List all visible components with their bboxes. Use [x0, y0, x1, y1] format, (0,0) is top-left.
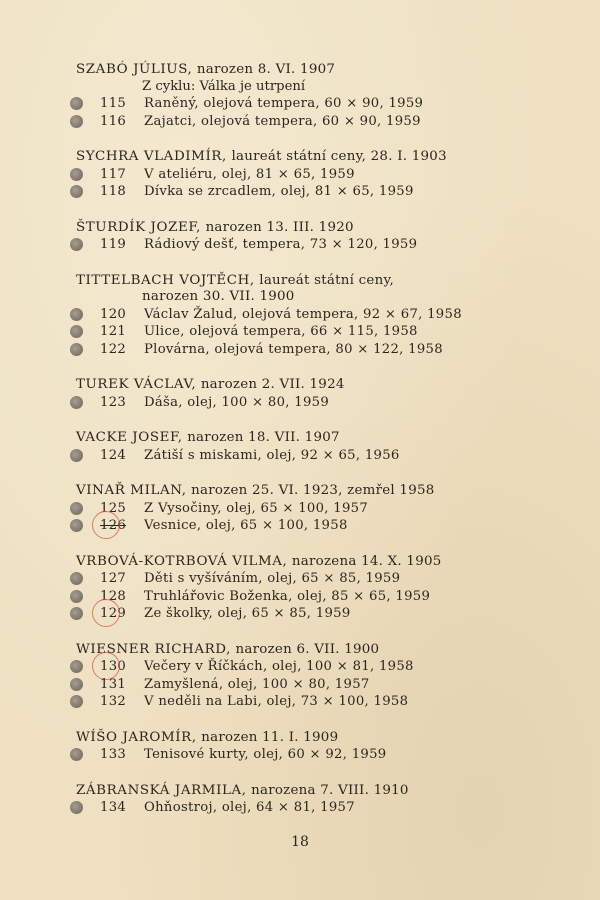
artwork-entry [76, 166, 506, 184]
artist-entry [76, 430, 506, 464]
catalog-number: 123 [100, 394, 127, 410]
artwork-description: Václav Žalud, olejová tempera, 92 × 67, 1958 [144, 306, 462, 322]
stamp-dot-icon [70, 185, 83, 198]
artwork-entry [76, 113, 506, 131]
artwork-description: Rádiový dešť, tempera, 73 × 120, 1959 [144, 237, 418, 252]
stamp-dot-icon [70, 308, 83, 321]
catalog-number: 131 [100, 676, 127, 692]
artwork-description: V ateliéru, olej, 81 × 65, 1959 [144, 166, 355, 182]
stamp-dot-icon [70, 168, 83, 181]
artwork-entry [76, 183, 506, 201]
catalog-number: 124 [100, 447, 127, 463]
artwork-entry [76, 323, 506, 341]
artist-heading [76, 730, 506, 747]
stamp-dot-icon [70, 115, 83, 128]
artwork-entry [76, 658, 506, 676]
artwork-description: Zajatci, olejová tempera, 60 × 90, 1959 [144, 113, 421, 129]
stamp-dot-icon [70, 660, 83, 673]
artist-entry [76, 783, 506, 817]
artist-heading [76, 483, 506, 500]
artist-info: narozen 25. VI. 1923, zemřel 1958 [191, 483, 435, 498]
catalog-number: 120 [100, 306, 127, 322]
artwork-entry [76, 447, 506, 465]
artist-entry [76, 149, 506, 201]
artist-heading [76, 273, 506, 306]
artist-info: laureát státní ceny, 28. I. 1903 [231, 149, 447, 164]
catalog-number: 122 [100, 341, 127, 357]
artist-info: narozen 18. VII. 1907 [187, 430, 340, 445]
artist-info: laureát státní ceny, [259, 272, 394, 288]
artwork-entry [76, 236, 506, 254]
cycle-title: Z cyklu: Válka je utrpení [142, 78, 306, 94]
artwork-entry [76, 676, 506, 694]
artwork-entry [76, 306, 506, 324]
artist-entry [76, 62, 506, 130]
artwork-description: Raněný, olejová tempera, 60 × 90, 1959 [144, 96, 424, 111]
artist-name: TITTELBACH VOJTĚCH, [76, 272, 255, 288]
artwork-description: Z Vysočiny, olej, 65 × 100, 1957 [144, 500, 369, 516]
artist-heading [76, 149, 506, 166]
artwork-description: Truhlářovic Boženka, olej, 85 × 65, 1959 [144, 588, 431, 604]
stamp-dot-icon [70, 590, 83, 603]
stamp-dot-icon [70, 502, 83, 515]
artist-name: SZABÓ JÚLIUS, [76, 62, 193, 77]
artist-entry [76, 483, 506, 535]
artwork-description: Ze školky, olej, 65 × 85, 1959 [144, 606, 351, 621]
artist-info: narozena 14. X. 1905 [291, 553, 442, 569]
artist-name: SYCHRA VLADIMÍR, [76, 149, 227, 164]
artist-name: VINAŘ MILAN, [76, 483, 187, 498]
artist-info: narozen 8. VI. 1907 [196, 62, 336, 77]
artwork-entry [76, 799, 506, 817]
stamp-dot-icon [70, 325, 83, 338]
artist-info: narozena 7. VIII. 1910 [251, 782, 409, 798]
catalog-number: 129 [100, 606, 127, 621]
artist-heading [76, 783, 506, 800]
artist-name: TUREK VÁCLAV, [76, 377, 197, 392]
artist-entry [76, 642, 506, 711]
artist-entry [76, 554, 506, 623]
artwork-description: Vesnice, olej, 65 × 100, 1958 [144, 518, 348, 533]
stamp-dot-icon [70, 801, 83, 814]
catalog-number: 130 [100, 659, 127, 674]
artist-name: WÍŠO JAROMÍR, [76, 729, 197, 745]
red-circle-annotation [92, 599, 120, 627]
catalog-number: 126 [100, 518, 127, 533]
artwork-description: V neděli na Labi, olej, 73 × 100, 1958 [144, 694, 409, 709]
artwork-description: Zamyšlená, olej, 100 × 80, 1957 [144, 676, 370, 692]
artwork-description: Děti s vyšíváním, olej, 65 × 85, 1959 [144, 571, 401, 586]
artist-name: WIESNER RICHARD, [76, 641, 231, 657]
stamp-dot-icon [70, 449, 83, 462]
catalog-number: 125 [100, 500, 127, 516]
catalog-number: 133 [100, 747, 127, 762]
catalog-number: 118 [100, 184, 127, 199]
artist-entry [76, 730, 506, 764]
artwork-entry [76, 588, 506, 606]
artist-name: ŠTURDÍK JOZEF, [76, 219, 202, 235]
red-circle-annotation [92, 511, 120, 539]
catalog-number: 119 [100, 237, 127, 252]
artwork-entry [76, 693, 506, 711]
stamp-dot-icon [70, 396, 83, 409]
catalog-number: 116 [100, 113, 127, 129]
catalog-number: 128 [100, 588, 127, 604]
catalog-number: 117 [100, 166, 127, 182]
artist-info: narozen 11. I. 1909 [201, 729, 339, 745]
artist-name: VRBOVÁ-KOTRBOVÁ VILMA, [76, 553, 288, 569]
stamp-dot-icon [70, 238, 83, 251]
artist-name: VACKE JOSEF, [76, 430, 183, 445]
artist-heading [76, 377, 506, 394]
catalog-number: 127 [100, 571, 127, 586]
artist-list [76, 62, 506, 836]
artist-name: ZÁBRANSKÁ JARMILA, [76, 782, 247, 798]
artwork-entry [76, 605, 506, 623]
artwork-description: Tenisové kurty, olej, 60 × 92, 1959 [144, 747, 387, 762]
stamp-dot-icon [70, 695, 83, 708]
catalog-number: 115 [100, 96, 127, 111]
artwork-description: Dáša, olej, 100 × 80, 1959 [144, 394, 330, 410]
artwork-description: Ohňostroj, olej, 64 × 81, 1957 [144, 800, 355, 815]
artist-entry [76, 220, 506, 254]
artwork-entry [76, 517, 506, 535]
stamp-dot-icon [70, 343, 83, 356]
artwork-description: Večery v Říčkách, olej, 100 × 81, 1958 [144, 659, 414, 674]
catalog-number: 134 [100, 800, 127, 815]
artist-heading [76, 642, 506, 659]
stamp-dot-icon [70, 607, 83, 620]
artwork-description: Plovárna, olejová tempera, 80 × 122, 1958 [144, 341, 443, 357]
artist-info: narozen 6. VII. 1900 [235, 641, 380, 657]
artwork-entry [76, 746, 506, 764]
artwork-entry [76, 570, 506, 588]
artist-heading [76, 554, 506, 571]
artwork-entry [76, 500, 506, 518]
artist-heading [76, 430, 506, 447]
page-number: 18 [291, 834, 309, 850]
artwork-entry [76, 394, 506, 412]
artwork-entry [76, 341, 506, 359]
artwork-description: Ulice, olejová tempera, 66 × 115, 1958 [144, 324, 418, 339]
artwork-description: Zátiší s miskami, olej, 92 × 65, 1956 [144, 447, 400, 463]
stamp-dot-icon [70, 748, 83, 761]
stamp-dot-icon [70, 519, 83, 532]
artist-info: narozen 2. VII. 1924 [200, 377, 345, 392]
artist-info: narozen 13. III. 1920 [205, 219, 354, 235]
stamp-dot-icon [70, 678, 83, 691]
artist-info-line2: narozen 30. VII. 1900 [142, 289, 295, 304]
stamp-dot-icon [70, 97, 83, 110]
catalog-number: 132 [100, 694, 127, 709]
catalog-number: 121 [100, 324, 127, 339]
artwork-description: Dívka se zrcadlem, olej, 81 × 65, 1959 [144, 184, 414, 199]
artist-heading [76, 220, 506, 237]
stamp-dot-icon [70, 572, 83, 585]
artist-heading [76, 62, 506, 79]
artist-entry [76, 377, 506, 411]
artist-entry [76, 273, 506, 359]
artwork-entry [76, 95, 506, 113]
